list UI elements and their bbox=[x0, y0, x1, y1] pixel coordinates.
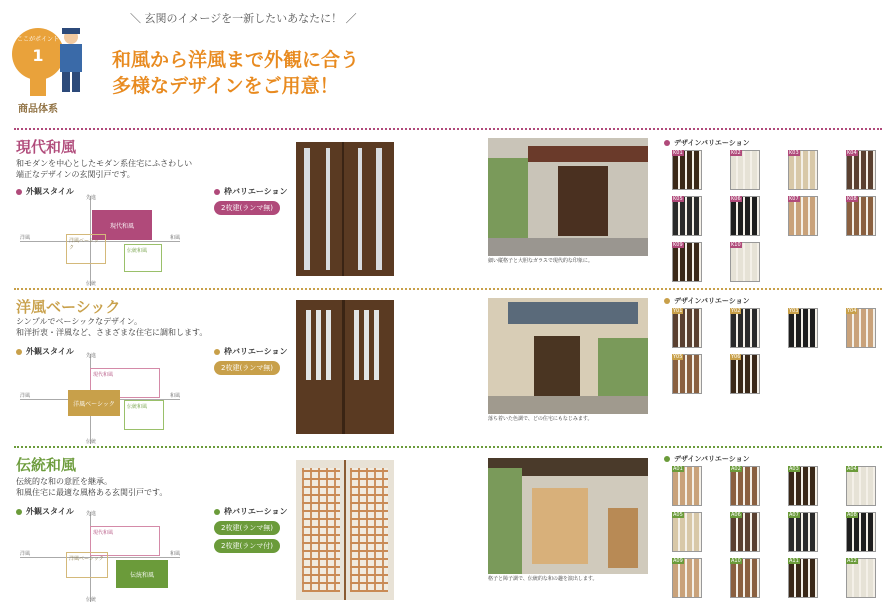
house-photo-2 bbox=[488, 298, 648, 414]
headline-line1: 和風から洋風まで外観に合う bbox=[112, 49, 360, 71]
variation-thumb bbox=[846, 196, 876, 236]
variation-thumb bbox=[788, 308, 818, 348]
variation-thumb bbox=[730, 512, 760, 552]
variation-thumb bbox=[788, 466, 818, 506]
variation-thumb bbox=[730, 354, 760, 394]
variation-thumb bbox=[730, 558, 760, 598]
style-map-2: 先進 伝統 洋風 和風 現代和風 洋風ベーシック 伝統和風 bbox=[20, 353, 181, 445]
variation-code: A08 bbox=[847, 512, 857, 518]
variation-code: A07 bbox=[789, 512, 799, 518]
photo-caption-3: 格子と障子調で、伝統的な和の趣を演出します。 bbox=[488, 576, 598, 582]
variation-thumb bbox=[788, 558, 818, 598]
divider-3 bbox=[14, 446, 882, 448]
house-photo-3 bbox=[488, 458, 648, 574]
variation-code: K03 bbox=[789, 150, 799, 156]
tagline: ＼ 玄関のイメージを一新したいあなたに！ ／ bbox=[130, 12, 357, 25]
section-title-2: 洋風ベーシック bbox=[16, 298, 121, 316]
variation-code: Y06 bbox=[731, 354, 741, 360]
section-title-3: 伝統和風 bbox=[16, 456, 77, 474]
variation-code: K05 bbox=[673, 196, 683, 202]
section-desc-1: 和モダンを中心としたモダン系住宅にふさわしい 端正なデザインの玄関引戸です。 bbox=[16, 159, 193, 180]
divider-1 bbox=[14, 128, 882, 130]
frame-pill: 2枚建(ランマ無) bbox=[214, 361, 280, 375]
variation-thumb bbox=[672, 242, 702, 282]
style-map-1: 先進 伝統 洋風 和風 現代和風 洋風ベーシック 伝統和風 bbox=[20, 195, 181, 287]
door-image-1 bbox=[296, 142, 394, 276]
style-box-main: 現代和風 bbox=[92, 210, 152, 240]
headline bbox=[112, 48, 359, 99]
frame-variation-3: 枠バリエーション 2枚建(ランマ無) 2枚建(ランマ付) bbox=[214, 506, 288, 553]
variation-thumb bbox=[672, 512, 702, 552]
variation-code: A06 bbox=[731, 512, 741, 518]
frame-pill: 2枚建(ランマ付) bbox=[214, 539, 280, 553]
variation-code: K02 bbox=[731, 150, 741, 156]
frame-variation-2: 枠バリエーション 2枚建(ランマ無) bbox=[214, 346, 288, 375]
section-desc-2: シンプルでベーシックなデザイン。 和洋折衷・洋風など、さまざまな住宅に調和します。 bbox=[16, 317, 208, 338]
variation-code: A04 bbox=[847, 466, 857, 472]
variation-thumb bbox=[730, 150, 760, 190]
variation-code: A09 bbox=[673, 558, 683, 564]
variation-code: A01 bbox=[673, 466, 683, 472]
divider-2 bbox=[14, 288, 882, 290]
photo-caption-2: 落ち着いた色調で、どの住宅にもなじみます。 bbox=[488, 416, 593, 422]
door-image-3 bbox=[296, 460, 394, 600]
badge-number: 1 bbox=[32, 46, 44, 65]
variation-code: A02 bbox=[731, 466, 741, 472]
variation-thumb bbox=[672, 308, 702, 348]
variation-code: A03 bbox=[789, 466, 799, 472]
variation-code: K06 bbox=[731, 196, 741, 202]
variation-code: A10 bbox=[731, 558, 741, 564]
variation-code: K09 bbox=[673, 242, 683, 248]
variation-code: Y03 bbox=[789, 308, 799, 314]
badge-caption: 商品体系 bbox=[18, 104, 58, 115]
variation-thumb bbox=[672, 466, 702, 506]
variation-code: K04 bbox=[847, 150, 857, 156]
frame-pill: 2枚建(ランマ無) bbox=[214, 201, 280, 215]
variation-code: K10 bbox=[731, 242, 741, 248]
variation-title-2: デザインバリエーション bbox=[664, 296, 750, 306]
variation-thumb bbox=[672, 196, 702, 236]
style-map-3: 先進 伝統 洋風 和風 現代和風 洋風ベーシック 伝統和風 bbox=[20, 511, 181, 603]
style-label-2: 外観スタイル bbox=[16, 346, 74, 357]
section-title-1: 現代和風 bbox=[16, 138, 77, 156]
staff-illustration bbox=[56, 30, 86, 92]
variation-thumb bbox=[730, 196, 760, 236]
variation-thumb bbox=[846, 512, 876, 552]
section-desc-3: 伝統的な和の意匠を継承。 和風住宅に最適な風格ある玄関引戸です。 bbox=[16, 477, 168, 498]
variation-thumb bbox=[730, 242, 760, 282]
variation-code: A12 bbox=[847, 558, 857, 564]
style-box-main: 伝統和風 bbox=[116, 560, 168, 588]
variation-code: A05 bbox=[673, 512, 683, 518]
variation-code: Y02 bbox=[731, 308, 741, 314]
door-image-2 bbox=[296, 300, 394, 434]
photo-caption-1: 細い縦格子と大胆なガラスで現代的な印象に。 bbox=[488, 258, 593, 264]
variation-code: A11 bbox=[789, 558, 799, 564]
badge-top: ここがポイント bbox=[16, 36, 59, 43]
variation-thumb bbox=[730, 466, 760, 506]
style-label-1: 外観スタイル bbox=[16, 186, 74, 197]
variation-thumb bbox=[846, 308, 876, 348]
variation-thumb bbox=[672, 558, 702, 598]
variation-thumb bbox=[672, 354, 702, 394]
headline-line2: 多様なデザインをご用意！ bbox=[112, 74, 339, 97]
variation-code: Y05 bbox=[673, 354, 683, 360]
variation-code: K08 bbox=[847, 196, 857, 202]
style-box-main: 洋風ベーシック bbox=[68, 390, 120, 416]
variation-title-1: デザインバリエーション bbox=[664, 138, 750, 148]
style-label-3: 外観スタイル bbox=[16, 506, 74, 517]
variation-thumb bbox=[672, 150, 702, 190]
frame-pill: 2枚建(ランマ無) bbox=[214, 521, 280, 535]
variation-thumb bbox=[846, 558, 876, 598]
variation-code: Y04 bbox=[847, 308, 857, 314]
house-photo-1 bbox=[488, 138, 648, 256]
variation-thumb bbox=[730, 308, 760, 348]
variation-title-3: デザインバリエーション bbox=[664, 454, 750, 464]
variation-thumb bbox=[788, 150, 818, 190]
variation-code: K01 bbox=[673, 150, 683, 156]
variation-thumb bbox=[788, 196, 818, 236]
variation-thumb bbox=[846, 150, 876, 190]
frame-variation-1: 枠バリエーション 2枚建(ランマ無) bbox=[214, 186, 288, 215]
variation-thumb bbox=[788, 512, 818, 552]
variation-code: Y01 bbox=[673, 308, 683, 314]
variation-thumb bbox=[846, 466, 876, 506]
variation-code: K07 bbox=[789, 196, 799, 202]
